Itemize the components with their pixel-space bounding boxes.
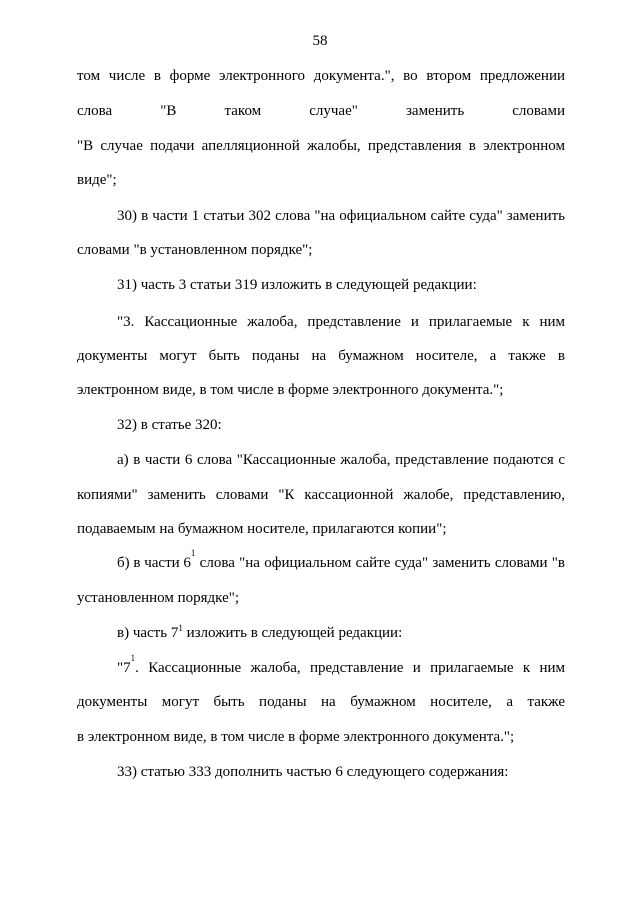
subparagraph-a: а) в части 6 слова "Кассационные жалоба, представление подаются с	[117, 452, 565, 468]
word: таком	[224, 103, 262, 119]
text-fragment: . Кассационные жалоба, представление и прилагаемые к ним	[135, 660, 565, 676]
word: случае"	[309, 103, 358, 119]
text-line: установленном порядке";	[77, 590, 240, 606]
text-line: электронном виде, в том числе в форме электронного документа.";	[77, 382, 504, 398]
text-fragment: слова "на официальном сайте суда" заменить словами "в	[195, 555, 565, 571]
paragraph-32: 32) в статье 320:	[117, 417, 222, 433]
text-fragment: изложить в следующей редакции:	[182, 625, 403, 641]
quoted-paragraph	[117, 653, 565, 678]
quoted-paragraph: "3. Кассационные жалоба, представление и прилагаемые к ним	[117, 314, 565, 330]
paragraph-31: 31) часть 3 статьи 319 изложить в следующей редакции:	[117, 277, 477, 293]
paragraph-30: 30) в части 1 статьи 302 слова "на официальном сайте суда" заменить	[117, 208, 565, 224]
subparagraph-v	[117, 623, 402, 643]
word: заменить	[405, 103, 465, 119]
superscript: 1	[190, 548, 196, 558]
text-line: том числе в форме электронного документа.", во втором предложении	[77, 68, 565, 84]
text-fragment: б) в части 6	[117, 555, 191, 571]
text-line	[77, 101, 565, 121]
text-line: документы могут быть поданы на бумажном носителе, а также	[77, 694, 565, 710]
subparagraph-b	[117, 548, 565, 573]
text-line: в электронном виде, в том числе в форме электронного документа.";	[77, 729, 515, 745]
superscript: 1	[130, 653, 136, 663]
word: "В	[160, 103, 177, 119]
text-line: копиями" заменить словами "К кассационной жалобе, представлению,	[77, 487, 565, 503]
word: слова	[77, 103, 113, 119]
text-line: подаваемым на бумажном носителе, прилагаются копии";	[77, 521, 447, 537]
page-number: 58	[312, 33, 328, 49]
paragraph-33: 33) статью 333 дополнить частью 6 следующего содержания:	[117, 764, 509, 780]
text-line: "В случае подачи апелляционной жалобы, представления в электронном	[77, 138, 565, 154]
text-line: документы могут быть поданы на бумажном носителе, а также в	[77, 348, 565, 364]
superscript: 1	[178, 623, 183, 633]
text-line: виде";	[77, 172, 117, 188]
text-line: словами "в установленном порядке";	[77, 242, 313, 258]
text-fragment: "7	[117, 660, 131, 676]
word: словами	[512, 103, 565, 119]
text-fragment: в) часть 7	[117, 625, 179, 641]
